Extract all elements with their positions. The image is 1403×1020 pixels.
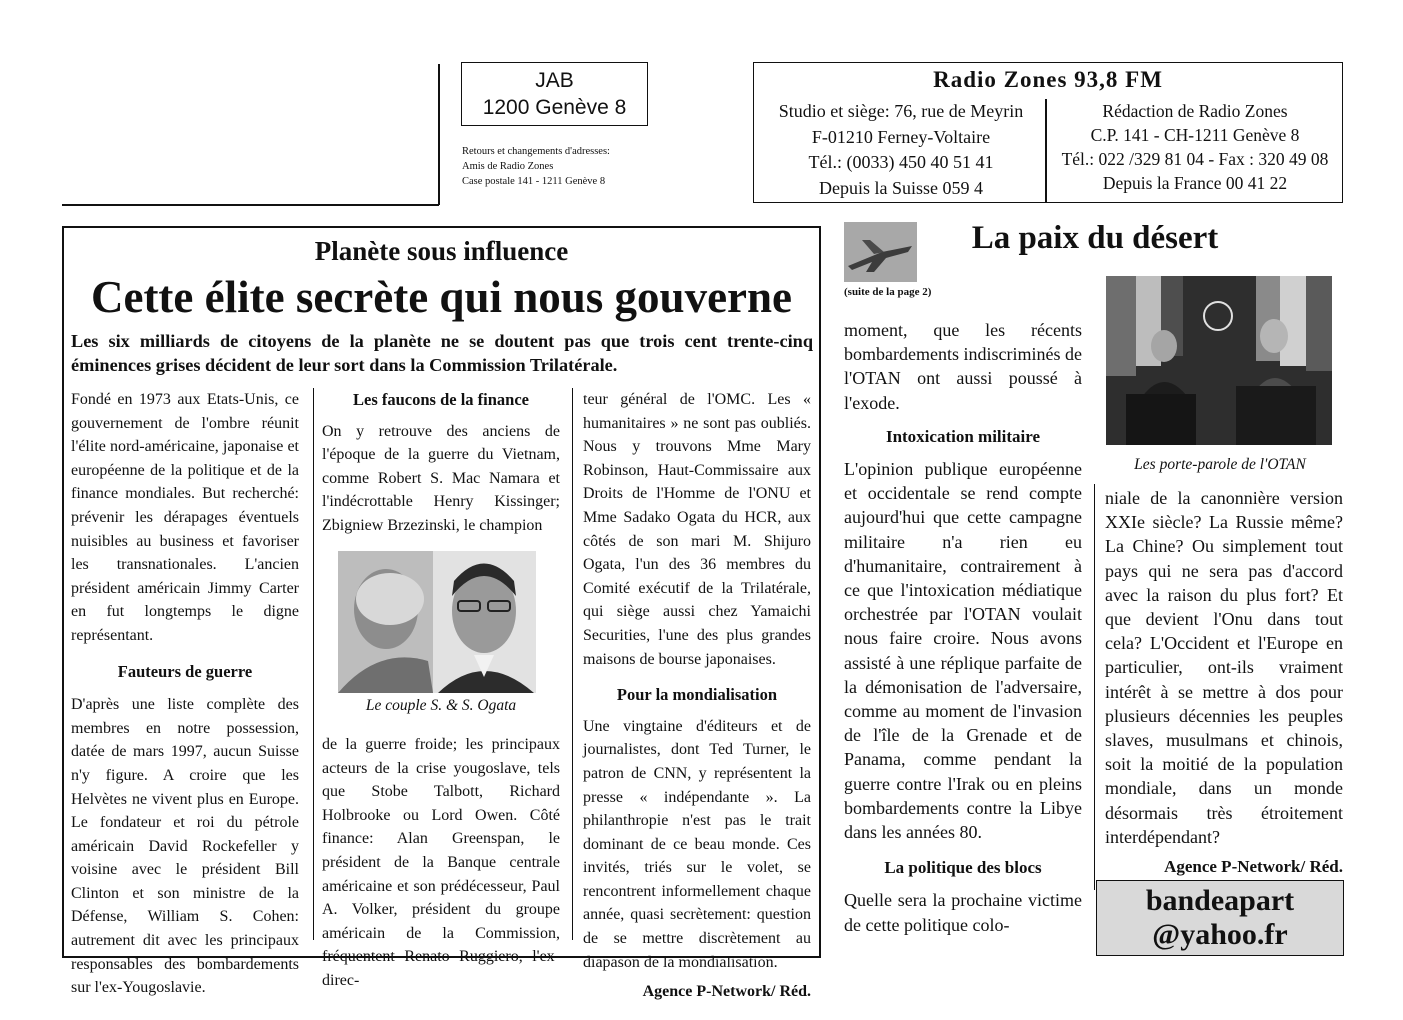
header-left-bottom-rule <box>62 204 439 206</box>
article1-col3-paragraph-2: Une vingtaine d'éditeurs et de journalistes, dont Ted Turner, le patron de CNN, y représentent la presse « indépendante ». La philanthropie n'est pas le trait dominant de ce beau monde. Ces invités, triés sur le volet, se rencontrent informellement chaque année, quasi secrètement: question de se mettre discrètement au diapason de la mondialisation. <box>583 717 811 971</box>
returns-line-3: Case postale 141 - 1211 Genève 8 <box>462 176 606 187</box>
article2-col2-paragraph-1: niale de la canonnière version XXIe siècle? La Russie même? La Chine? Ou simplement tout pays qui ne sera pas d'accord avec la raison du plus fort? Et que devient l'Onu dans tout cela? L'Occident et l'Europe en particulier, ont-ils vraiment intérêt à se mettre à dos pour plusieurs décennies les peuples slaves, musulmans et chinois, soit la moitié de la population mondiale, dans un monde désormais très étroitement interdépendant? <box>1105 488 1343 847</box>
article1-subheading-fauteurs: Fauteurs de guerre <box>117 661 253 681</box>
article1-column-2 <box>322 388 560 538</box>
radio-zones-box <box>753 62 1343 203</box>
radio-title: Radio Zones 93,8 FM <box>933 67 1163 92</box>
radio-studio-line-1: Studio et siège: 76, rue de Meyrin <box>778 101 1024 121</box>
article2-col1-paragraph-1: moment, que les récents bombardements indiscriminés de l'OTAN ont aussi poussé à l'exode. <box>844 320 1082 413</box>
article1-subheading-mondialisation: Pour la mondialisation <box>616 685 778 705</box>
radio-redaction-line-4: Depuis la France 00 41 22 <box>1102 173 1288 193</box>
ogata-couple-photo <box>338 551 536 693</box>
nato-photo-graphic <box>1106 276 1332 445</box>
article2-col-rule <box>1094 484 1095 890</box>
article2-column-1 <box>844 318 1082 937</box>
jab-box <box>461 62 648 126</box>
article1-column-2-continued <box>322 733 560 993</box>
article2-col1-paragraph-3: Quelle sera la prochaine victime de cette politique colo- <box>844 890 1082 935</box>
article1-col3-paragraph-1: teur général de l'OMC. Les « humanitaires » ne sont pas oubliés. Nous y trouvons Mme Mary Robinson, Haut-Commissaire aux Droits de l'Homme de l'ONU et Mme Sadako Ogata du HCR, aux côtés de son mari M. Shijuro Ogata, l'un des 36 membres du Comité exécutif de la Trilatérale, qui siège aussi chez Yamaichi Securities, l'une des plus grandes maisons de bourse japonaises. <box>583 391 811 668</box>
article1-col1-paragraph-2: D'après une liste complète des membres en notre possession, datée de mars 1997, aucun Suisse n'y figure. A croire que les Helvètes ne vivent plus en Europe. Le fondateur et roi du pétrole américain David Rockefeller y voisine avec le président Bill Clinton et son ministre de la Défense, William S. Cohen: autrement dit avec les principaux responsables des bombardements sur l'ex-Yougoslavie. <box>71 696 299 997</box>
radio-studio-line-2: F-01210 Ferney-Voltaire <box>811 126 991 147</box>
article1-col2-paragraph-2: de la guerre froide; les principaux acteurs de la crise yougoslave, tels que Stobe Talbott, Richard Holbrooke ou Lord Owen. Côté finance: Alan Greenspan, le président de la Banque centrale américaine et son prédécesseur, Paul A. Volker, président du groupe américain de la Commission, fréquentent Renato Ruggiero, l'ex-direc- <box>322 736 560 989</box>
email-local-part: bandeapart <box>1145 884 1295 917</box>
article1-signature: Agence P-Network/ Réd. <box>642 983 811 1001</box>
article2-column-2 <box>1105 486 1343 879</box>
returns-line-2: Amis de Radio Zones <box>462 161 554 172</box>
article2-subheading-blocs: La politique des blocs <box>884 858 1042 878</box>
article1-column-1 <box>71 388 299 1000</box>
article1-headline: Cette élite secrète qui nous gouverne <box>90 272 793 322</box>
email-domain: @yahoo.fr <box>1152 918 1288 951</box>
article2-signature: Agence P-Network/ Réd. <box>1164 857 1343 877</box>
radio-divider <box>1045 99 1047 202</box>
jab-label: JAB <box>535 69 574 92</box>
article2-continued-note: (suite de la page 2) <box>844 286 932 298</box>
article1-col2-paragraph-1: On y retrouve des anciens de l'époque de la guerre du Vietnam, comme Robert S. Mac Namara et l'indécrottable Henry Kissinger; Zbigniew Brzezinski, le champion <box>322 422 560 534</box>
email-contact-box <box>1096 880 1344 956</box>
radio-redaction-block <box>1048 99 1342 195</box>
article1-kicker: Planète sous influence <box>314 236 569 266</box>
nato-spokesmen-photo <box>1106 276 1332 445</box>
article2-headline: La paix du désert <box>971 220 1219 256</box>
jab-postcode: 1200 Genève 8 <box>482 96 627 119</box>
ogata-photo-caption: Le couple S. & S. Ogata <box>365 697 517 714</box>
returns-line-1: Retours et changements d'adresses: <box>462 146 610 157</box>
ogata-photo-graphic <box>338 551 536 693</box>
returns-address <box>462 144 682 189</box>
radio-studio-line-4: Depuis la Suisse 059 4 <box>819 177 983 198</box>
radio-redaction-line-3: Tél.: 022 /329 81 04 - Fax : 320 49 08 <box>1061 149 1329 169</box>
article1-subheading-faucons: Les faucons de la finance <box>352 390 529 409</box>
header-left-vertical-rule <box>438 64 440 205</box>
article1-column-3 <box>583 388 811 1004</box>
fighter-jet-photo <box>844 222 917 282</box>
radio-studio-line-3: Tél.: (0033) 450 40 51 41 <box>808 152 994 172</box>
radio-studio-block <box>758 99 1044 201</box>
article1-col-rule-2 <box>572 388 573 940</box>
radio-redaction-line-2: C.P. 141 - CH-1211 Genève 8 <box>1090 125 1300 145</box>
fighter-jet-icon <box>844 222 917 282</box>
article2-col1-paragraph-2: L'opinion publique européenne et occidentale se rend compte aujourd'hui que cette campagne militaire n'a rien eu d'humanitaire, contrairement à ce que l'intoxication médiatique orchestrée par l'OTAN voulait nous faire croire. Nous avons assisté à une réplique parfaite de la démonisation de l'adversaire, comme au moment de l'invasion de l'île de la Grenade et de Panama, comme pendant la guerre contre l'Irak ou en pleins bombardements contre la Libye dans les années 80. <box>844 459 1082 843</box>
article1-col-rule-1 <box>313 388 314 940</box>
article1-lead: Les six milliards de citoyens de la planète ne se doutent pas que trois cent trente-cinq éminences grises décident de leur sort dans la Commission Trilatérale. <box>71 331 813 375</box>
article1-col1-paragraph-1: Fondé en 1973 aux Etats-Unis, ce gouvernement de l'ombre réunit l'élite nord-américaine, japonaise et européenne de la politique et de la finance mondiales. But recherché: prévenir les dérapages éventuels nuisibles au business et favoriser les transnationales. L'ancien président américain Jimmy Carter en fut longtemps le digne représentant. <box>71 391 299 644</box>
radio-redaction-line-1: Rédaction de Radio Zones <box>1102 101 1288 121</box>
nato-photo-caption: Les porte-parole de l'OTAN <box>1134 456 1306 473</box>
article2-subheading-intoxication: Intoxication militaire <box>885 426 1041 446</box>
